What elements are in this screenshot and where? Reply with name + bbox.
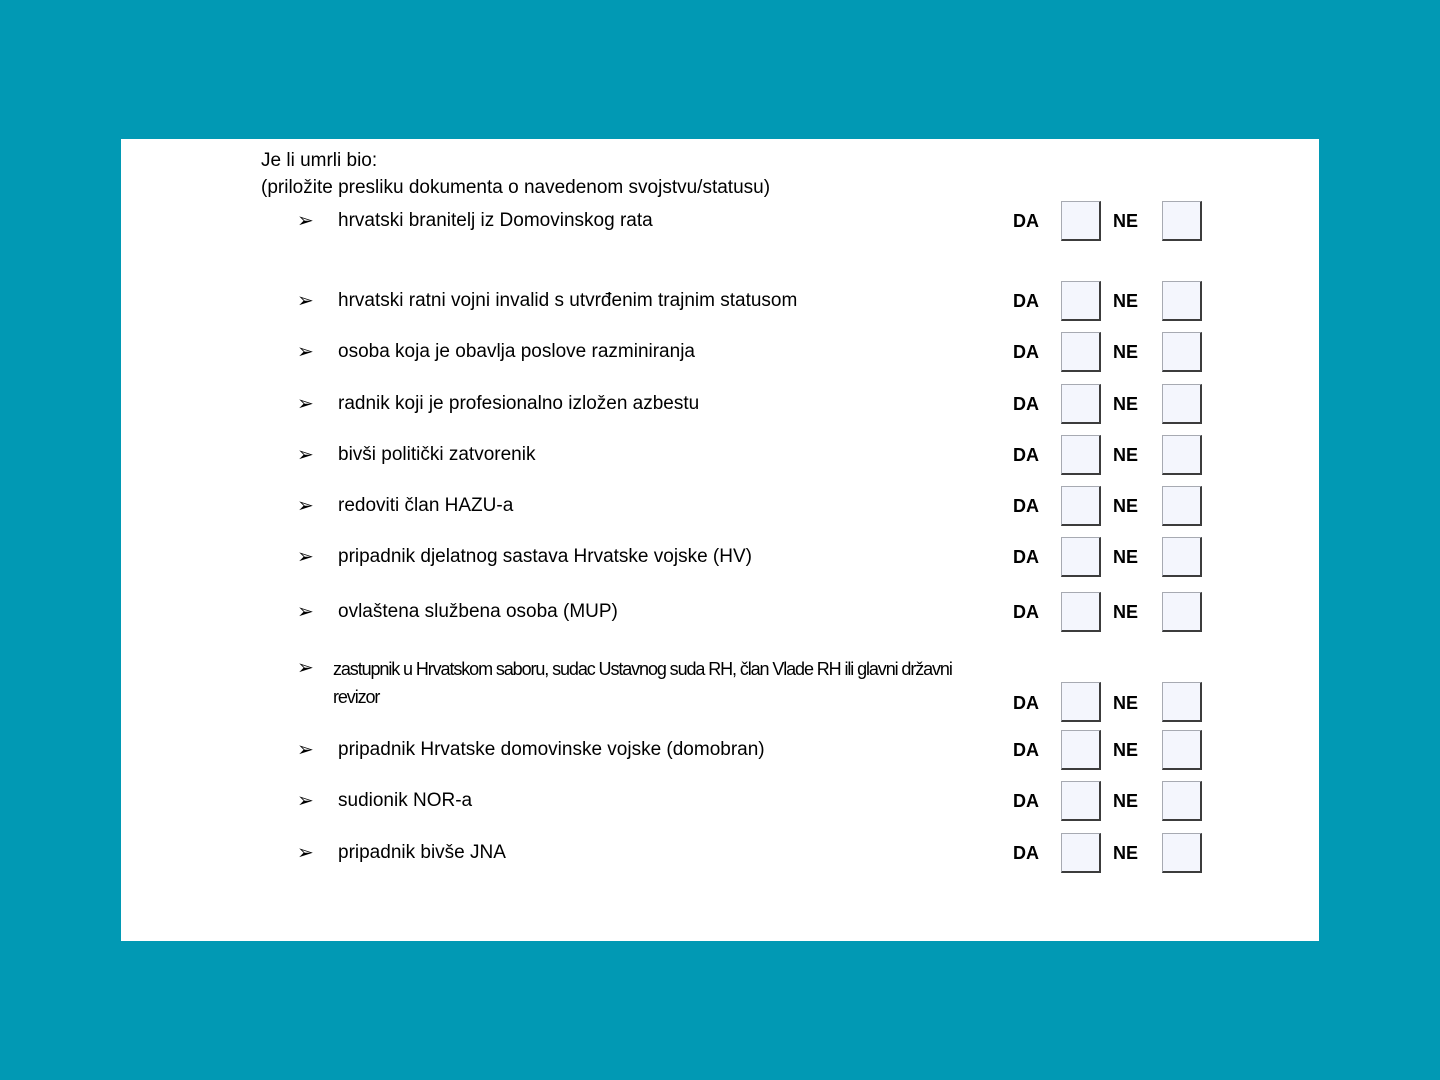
arrowhead-bullet-icon: ➢ [297,546,314,568]
yes-checkbox[interactable] [1061,486,1101,526]
arrowhead-bullet-icon: ➢ [297,290,314,312]
yes-label: DA [1013,445,1039,465]
status-label: radnik koji je profesionalno izložen azbestu [338,393,700,414]
yes-label: DA [1013,740,1039,760]
yes-checkbox[interactable] [1061,833,1101,873]
arrowhead-bullet-icon: ➢ [297,210,314,232]
no-checkbox[interactable] [1162,833,1202,873]
arrowhead-bullet-icon: ➢ [297,790,314,812]
no-label: NE [1113,791,1139,811]
no-label: NE [1113,211,1139,231]
yes-checkbox[interactable] [1061,592,1101,632]
status-label: hrvatski branitelj iz Domovinskog rata [338,210,653,231]
yes-checkbox[interactable] [1061,201,1101,241]
arrowhead-bullet-icon: ➢ [297,657,314,679]
status-label: ovlaštena službena osoba (MUP) [338,601,618,622]
status-label: pripadnik Hrvatske domovinske vojske (domobran) [338,739,765,760]
yes-checkbox[interactable] [1061,281,1101,321]
yes-checkbox[interactable] [1061,332,1101,372]
yes-checkbox[interactable] [1061,730,1101,770]
no-checkbox[interactable] [1162,281,1202,321]
yes-label: DA [1013,496,1039,516]
no-checkbox[interactable] [1162,384,1202,424]
yes-label: DA [1013,342,1039,362]
no-checkbox[interactable] [1162,730,1202,770]
arrowhead-bullet-icon: ➢ [297,495,314,517]
status-label: pripadnik bivše JNA [338,842,506,863]
no-label: NE [1113,547,1139,567]
no-label: NE [1113,693,1139,713]
yes-label: DA [1013,791,1039,811]
status-label: zastupnik u Hrvatskom saboru, sudac Ustavnog suda RH, član Vlade RH ili glavni državni revizor [333,659,952,707]
arrowhead-bullet-icon: ➢ [297,341,314,363]
yes-checkbox[interactable] [1061,781,1101,821]
status-label: redoviti član HAZU-a [338,495,514,516]
no-checkbox[interactable] [1162,201,1202,241]
arrowhead-bullet-icon: ➢ [297,739,314,761]
yes-label: DA [1013,211,1039,231]
yes-label: DA [1013,547,1039,567]
form-question: Je li umrli bio: [261,150,378,171]
yes-label: DA [1013,843,1039,863]
yes-label: DA [1013,693,1039,713]
no-checkbox[interactable] [1162,332,1202,372]
no-label: NE [1113,496,1139,516]
no-checkbox[interactable] [1162,592,1202,632]
yes-checkbox[interactable] [1061,435,1101,475]
form-page [121,139,1319,941]
no-checkbox[interactable] [1162,682,1202,722]
no-checkbox[interactable] [1162,435,1202,475]
yes-label: DA [1013,602,1039,622]
yes-checkbox[interactable] [1061,682,1101,722]
yes-label: DA [1013,394,1039,414]
yes-checkbox[interactable] [1061,384,1101,424]
status-label: osoba koja je obavlja poslove razminiranja [338,341,695,362]
no-label: NE [1113,445,1139,465]
no-checkbox[interactable] [1162,781,1202,821]
arrowhead-bullet-icon: ➢ [297,393,314,415]
no-label: NE [1113,342,1139,362]
no-checkbox[interactable] [1162,486,1202,526]
arrowhead-bullet-icon: ➢ [297,842,314,864]
status-label: hrvatski ratni vojni invalid s utvrđenim trajnim statusom [338,290,798,311]
yes-checkbox[interactable] [1061,537,1101,577]
no-label: NE [1113,740,1139,760]
status-label: pripadnik djelatnog sastava Hrvatske vojske (HV) [338,546,752,567]
form-instruction: (priložite presliku dokumenta o navedenom svojstvu/statusu) [261,177,771,198]
status-label: bivši politički zatvorenik [338,444,536,465]
arrowhead-bullet-icon: ➢ [297,444,314,466]
no-label: NE [1113,394,1139,414]
no-label: NE [1113,291,1139,311]
yes-label: DA [1013,291,1039,311]
no-label: NE [1113,602,1139,622]
arrowhead-bullet-icon: ➢ [297,601,314,623]
no-label: NE [1113,843,1139,863]
status-label: sudionik NOR-a [338,790,473,811]
no-checkbox[interactable] [1162,537,1202,577]
